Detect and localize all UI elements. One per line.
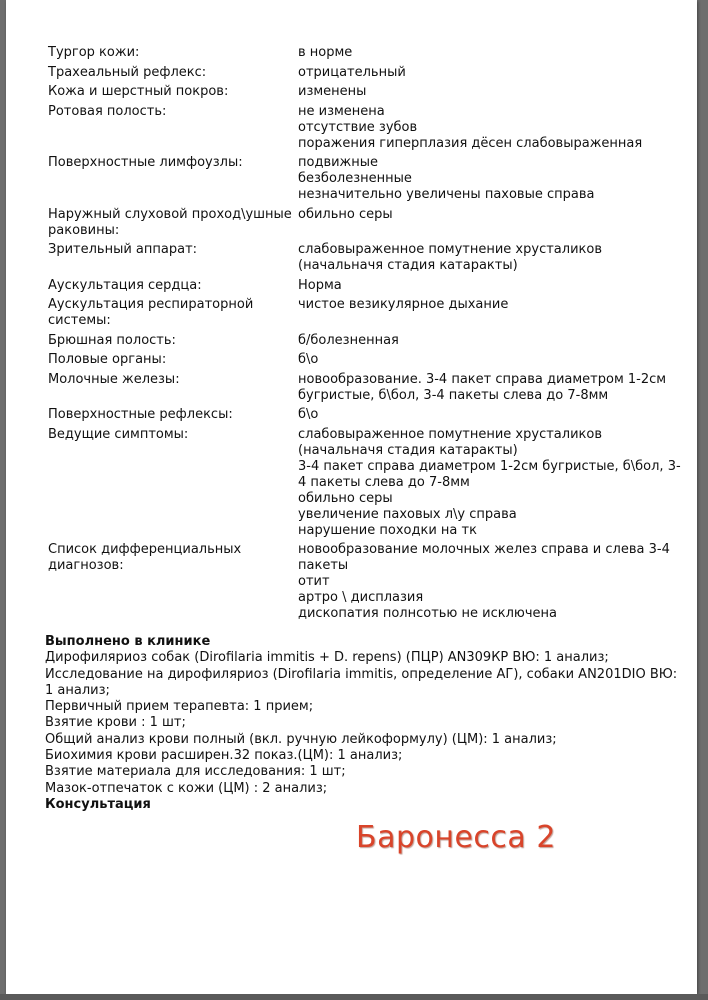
- exam-values: [298, 207, 688, 239]
- exam-value: б\о: [298, 352, 319, 367]
- exam-values: [298, 407, 688, 423]
- clinic-item: Взятие материала для исследования: 1 шт;: [45, 764, 346, 780]
- exam-row: [48, 155, 688, 203]
- clinic-item: Дирофиляриоз собак (Dirofilaria immitis + D. repens) (ПЦР) AN309КР ВЮ: 1 анализ;: [45, 650, 609, 666]
- exam-values: [298, 297, 688, 329]
- exam-value: нарушение походки на тк: [298, 522, 477, 538]
- exam-value: отсутствие зубов: [298, 119, 418, 135]
- exam-row: [48, 207, 688, 239]
- exam-values: [298, 242, 688, 274]
- exam-value: артро \ дисплазия: [298, 590, 424, 605]
- exam-value: обильно серы: [298, 206, 393, 222]
- exam-label: Половые органы:: [48, 352, 167, 367]
- exam-value: слабовыраженное помутнение хрусталиков (начальначя стадия катаракты): [298, 242, 602, 273]
- clinic-item: Мазок-отпечаток с кожи (ЦМ) : 2 анализ;: [45, 780, 328, 796]
- exam-label: Трахеальный рефлекс:: [48, 64, 207, 80]
- exam-label: Зрительный аппарат:: [48, 242, 198, 257]
- exam-values: [298, 542, 688, 622]
- exam-value: дископатия полнсотью не исключена: [298, 606, 557, 621]
- clinic-item: Взятие крови : 1 шт;: [45, 715, 186, 731]
- clinic-heading: Выполнено в клинике: [45, 634, 211, 649]
- exam-label: Аускультация сердца:: [48, 277, 202, 293]
- exam-values: [298, 65, 688, 81]
- exam-row: [48, 352, 688, 368]
- consultation-heading: Консультация: [45, 796, 151, 812]
- exam-row: [48, 104, 688, 152]
- clinic-section: [45, 634, 685, 813]
- exam-label: Список дифференциальных диагнозов:: [48, 542, 242, 573]
- exam-value: отит: [298, 574, 330, 589]
- exam-value: безболезненные: [298, 171, 412, 186]
- exam-value: чистое везикулярное дыхание: [298, 297, 509, 312]
- clinic-item: Биохимия крови расширен.32 показ.(ЦМ): 1 анализ;: [45, 748, 403, 764]
- exam-values: [298, 427, 688, 539]
- exam-label: Брюшная полость:: [48, 332, 176, 348]
- patient-name-stamp: Баронесса 2: [356, 820, 556, 855]
- exam-values: [298, 155, 688, 203]
- exam-value: новообразование. 3-4 пакет справа диаметром 1-2см бугристые, б\бол, 3-4 пакеты слева до 7-8мм: [298, 371, 667, 403]
- exam-value: б\о: [298, 407, 319, 422]
- exam-row: [48, 278, 688, 294]
- exam-value: в норме: [298, 45, 353, 60]
- exam-value: изменены: [298, 84, 367, 99]
- exam-label: Молочные железы:: [48, 371, 180, 387]
- exam-value: Норма: [298, 277, 342, 293]
- exam-label: Поверхностные рефлексы:: [48, 407, 233, 422]
- exam-value: 3-4 пакет справа диаметром 1-2см бугристые, б\бол, 3-4 пакеты слева до 7-8мм: [298, 458, 681, 490]
- exam-values: [298, 372, 688, 404]
- exam-values: [298, 45, 688, 61]
- exam-value: незначительно увеличены паховые справа: [298, 187, 595, 202]
- exam-value: поражения гиперплазия дёсен слабовыраженная: [298, 135, 643, 151]
- exam-label: Ведущие симптомы:: [48, 426, 189, 442]
- exam-label: Тургор кожи:: [48, 45, 140, 60]
- exam-label: Ротовая полость:: [48, 103, 167, 119]
- exam-values: [298, 84, 688, 100]
- exam-label: Аускультация респираторной системы:: [48, 297, 254, 328]
- exam-row: [48, 427, 688, 539]
- exam-row: [48, 372, 688, 404]
- exam-row: [48, 407, 688, 423]
- exam-values: [298, 352, 688, 368]
- exam-row: [48, 542, 688, 622]
- exam-label: Кожа и шерстный покров:: [48, 84, 229, 99]
- exam-values: [298, 333, 688, 349]
- exam-value: обильно серы: [298, 490, 393, 506]
- bottom-edge: [0, 994, 708, 1000]
- exam-table: [48, 45, 688, 626]
- exam-values: [298, 278, 688, 294]
- exam-row: [48, 84, 688, 100]
- exam-value: не изменена: [298, 103, 385, 119]
- exam-label: Поверхностные лимфоузлы:: [48, 155, 243, 170]
- clinic-item: Общий анализ крови полный (вкл. ручную лейкоформулу) (ЦМ): 1 анализ;: [45, 731, 557, 747]
- clinic-item: Первичный прием терапевта: 1 прием;: [45, 699, 314, 715]
- exam-label: Наружный слуховой проход\ушные раковины:: [48, 206, 292, 238]
- exam-row: [48, 297, 688, 329]
- exam-values: [298, 104, 688, 152]
- exam-row: [48, 333, 688, 349]
- exam-value: увеличение паховых л\у справа: [298, 506, 517, 522]
- document-page: [6, 0, 697, 994]
- exam-row: [48, 242, 688, 274]
- exam-value: отрицательный: [298, 64, 406, 80]
- exam-value: подвижные: [298, 155, 379, 170]
- exam-value: б/болезненная: [298, 332, 399, 348]
- exam-row: [48, 45, 688, 61]
- exam-value: слабовыраженное помутнение хрусталиков (начальначя стадия катаракты): [298, 426, 602, 458]
- clinic-item: Исследование на дирофиляриоз (Dirofilaria immitis, определение АГ), собаки AN201DIO ВЮ: 1 анализ;: [45, 666, 678, 698]
- exam-row: [48, 65, 688, 81]
- exam-value: новообразование молочных желез справа и слева 3-4 пакеты: [298, 542, 670, 573]
